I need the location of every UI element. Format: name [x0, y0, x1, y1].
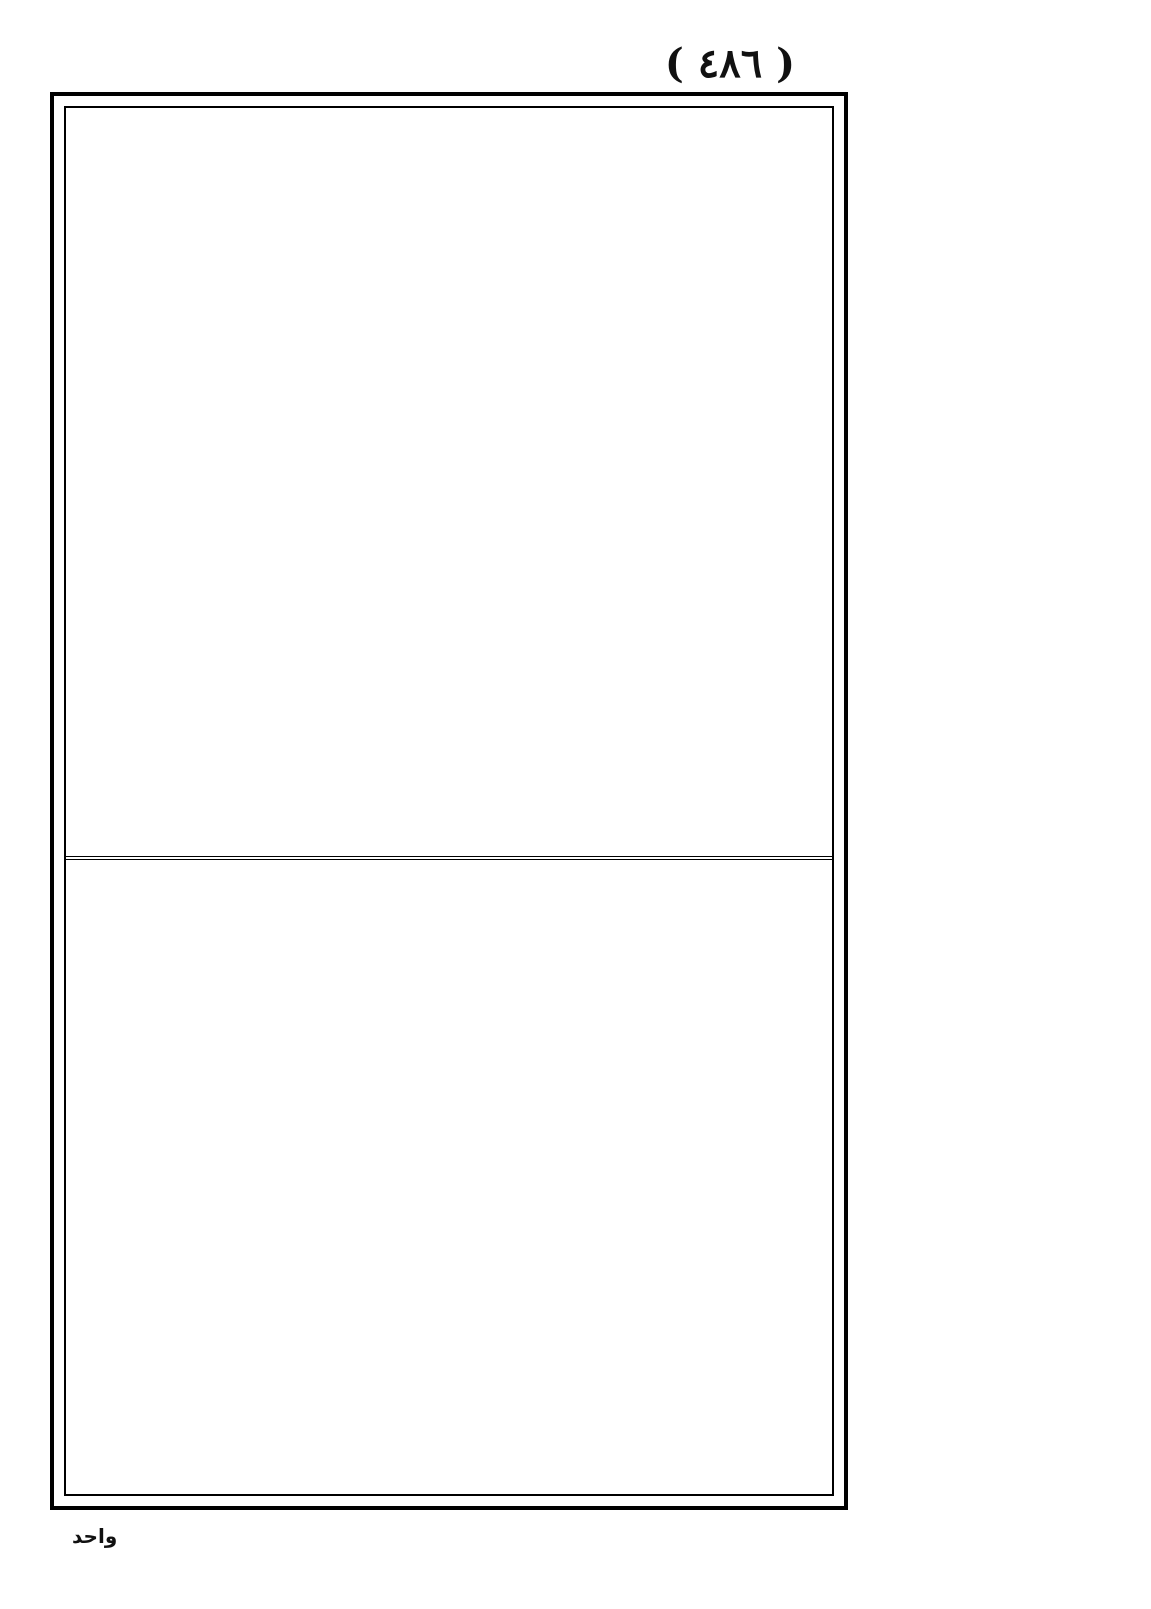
main-text-frame: [50, 92, 848, 1510]
catchword: واحد: [72, 1524, 118, 1548]
main-text-upper-block: [84, 130, 814, 845]
main-text-lower-block: [84, 874, 814, 1494]
frame-divider: [66, 856, 832, 860]
page-number: ( ٤٨٦ ): [664, 40, 796, 87]
main-text-frame-inner: [64, 106, 834, 1496]
